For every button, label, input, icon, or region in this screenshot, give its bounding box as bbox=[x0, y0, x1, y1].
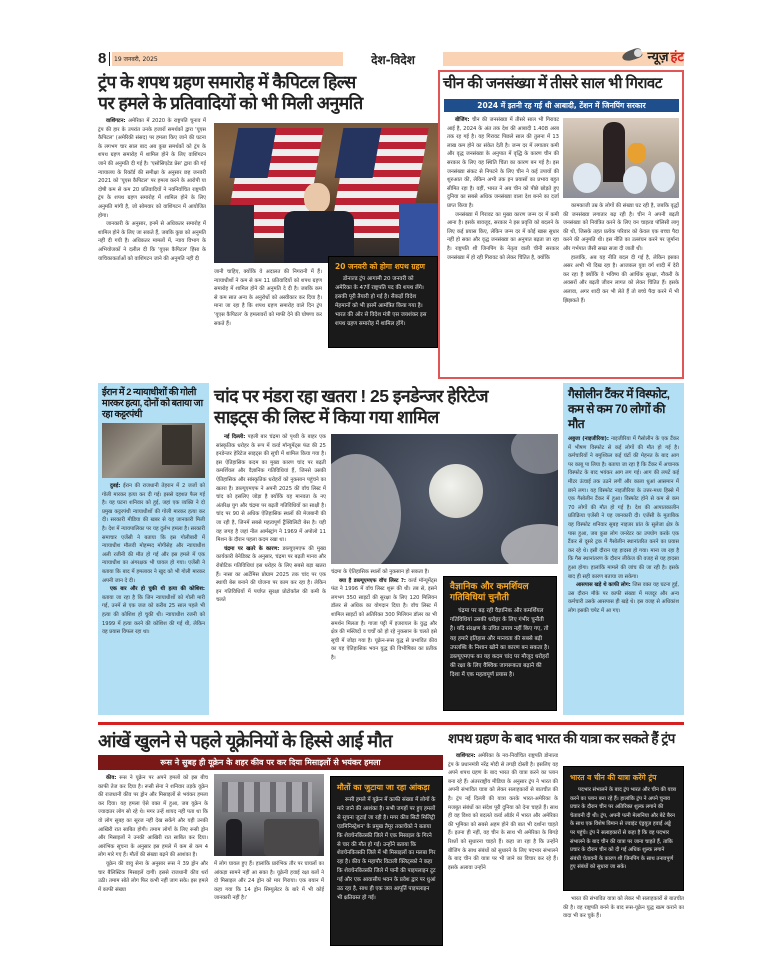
dateline: अबुजा (नाइजीरिया): bbox=[568, 436, 609, 442]
dateline: कीव: bbox=[106, 775, 117, 781]
headline: गैसोलीन टैंकर में विस्फोट, कम से कम 70 लोगों की मौत bbox=[568, 387, 670, 431]
headline: आंखें खुलने से पहले यूक्रेनियों के हिस्से आई मौत bbox=[98, 731, 393, 751]
photo-moon bbox=[331, 434, 558, 564]
article-column bbox=[98, 774, 208, 959]
headline-line: चांद पर मंडरा रहा खतरा ! 25 इनडेन्जर हेरिटेज bbox=[214, 386, 489, 406]
subheadline: 2024 में इतनी रह गई थी आबादी, टेंशन में जिनपिंग सरकार bbox=[444, 99, 679, 112]
article-column bbox=[98, 117, 206, 349]
article-column bbox=[216, 433, 326, 715]
subheading: एक बार और हो चुकी थी हत्या की कोशिश: bbox=[110, 586, 205, 593]
subheading: आसपास खड़े थे काफी लोग: bbox=[576, 582, 631, 589]
page-header bbox=[98, 50, 684, 68]
article-column bbox=[447, 116, 559, 371]
sidebox-body: चंद्रमा पर बढ़ रही वैज्ञानिक और कमर्शियल गतिविधियां उसकी धरोहर के लिए गंभीर चुनौती है। यदि संरक्षण के उचित उपाय नहीं किए गए, तो यह हमारे इतिहास और मानवता की सबसे बड़ी उपलब्धि के निशान खोने का कारण बन सकता है। डब्ल्यूएमएफ का यह कदम चांद पर मौजूद धरोहरों की रक्षा के लिए वैश्विक जागरूकता बढ़ाने की दिशा में एक महत्वपूर्ण प्रयास है। bbox=[450, 608, 550, 679]
headline: शपथ ग्रहण के बाद भारत की यात्रा कर सकते हैं ट्रंप bbox=[448, 731, 675, 746]
dateline: नई दिल्ली: bbox=[224, 434, 246, 440]
headline bbox=[98, 72, 438, 114]
article-iran-judges bbox=[98, 383, 209, 715]
body-text: चीन की जनसंख्या में तीसरे साल भी गिरावट आई है, 2024 के अंत तक देश की आबादी 1.408 अरब तक रह गई है। यह गिरावट पिछले साल की तुलना में 13 लाख कम होने का संकेत देती है। जन्म दर में लगातार कमी और वृद्ध जनसंख्या के अनुपात में वृद्धि के कारण चीन की सरकार के लिए यह स्थिति चिंता का कारण बन गई है। इस जनसंख्या संकट से निपटने के लिए चीन ने कई उपायों की शुरुआत की, लेकिन अभी तक इन प्रयासों का प्रभाव बहुत सीमित रहा है। वहीं, भारत ने अब चीन को पीछे छोड़ते हुए दुनिया का सबसे अधिक जनसंख्या वाला देश बनने का दर्जा प्राप्त किया है। bbox=[447, 117, 559, 209]
body-text: हालांकि, अब यह नीति बदल दी गई है, लेकिन इसका असर अभी भी दिख रहा है। आजकल युवा वर्ग शादी में देरी कर रहा है क्योंकि वे भविष्य की आर्थिक सुरक्षा, नौकरी के अवसरों और बढ़ती जीवन लागत को लेकर चिंतित हैं। इसके अलावा, अगर शादी कर भी लेते हैं तो बच्चे पैदा करने में भी झिझकते हैं। bbox=[563, 254, 679, 304]
sidebox-title: मौतों का जुटाया जा रहा आंकड़ा bbox=[337, 783, 430, 792]
sidebox-moon-challenge bbox=[443, 576, 557, 711]
article-china-population bbox=[438, 70, 684, 379]
photo-crime-scene bbox=[102, 423, 205, 478]
article-column bbox=[568, 435, 679, 705]
body-text: पहली बार चंद्रमा को पृथ्वी के बाहर एक सांस्कृतिक धरोहर के रूप में वर्ल्ड मॉन्यूमेंट्स फंड की 25 इनडेन्जर हेरिटेज साइट्स की सूची में शामिल किया गया है। इस ऐतिहासिक कदम का मुख्य कारण चांद पर बढ़ती कमर्शियल और वैज्ञानिक गतिविधियां हैं, जिनसे उसकी ऐतिहासिक और सांस्कृतिक धरोहरों को नुकसान पहुंचने का खतरा है। डब्ल्यूएमएफ ने अपनी 2025 की वॉच लिस्ट में चांद को इसलिए जोड़ा है क्योंकि यह मानवता के नए अंतरिक्ष युग और चंद्रमा पर बढ़ती गतिविधियों का साक्षी है। चांद पर 90 से अधिक ऐतिहासिक स्थलों की मेजबानी की जा रही है, जिनमें सबसे महत्वपूर्ण ट्रैंक्विलिटी बेस है। यही वह जगह है जहां नील आर्मस्ट्रांग ने 1969 में अपोलो 11 मिशन के दौरान पहला कदम रखा था। bbox=[216, 434, 326, 544]
headline-line: पर हमले के प्रतिवादियों को भी मिली अनुमति bbox=[98, 93, 363, 113]
sidebox-title: भारत व चीन की यात्रा करेंगे ट्रंप bbox=[570, 773, 657, 782]
body-text: डब्ल्यूएमएफ की मुख्य कार्यकारी बेनेडिक्ट के अनुसार, चंद्रमा पर बढ़ती मानव और रोबोटिक गतिविधियां इस धरोहर के लिए सबसे बड़ा खतरा हैं। नासा का आर्टेमिस प्रोग्राम 2025 तक चांद पर एक स्थायी बेस बनाने की योजना पर काम कर रहा है। लेकिन इन गतिविधियों में पर्याप्त सुरक्षा प्रोटोकॉल की कमी के चलते bbox=[216, 545, 326, 604]
dateline: वाशिंगटन: bbox=[456, 753, 476, 759]
logo-text-news: न्यूज़ bbox=[647, 50, 669, 65]
sidebox-body: पदभार संभालने के बाद ट्रंप भारत और चीन की यात्रा करने का प्लान बना रहे हैं। हालांकि ट्रंप ने अपने चुनाव प्रचार के दौरान चीन पर अतिरिक्त शुल्क लगाने की चेतावनी दी थी। ट्रंप, अपनी पत्नी मेलानिया और बेटे बैरन के साथ एक विशेष विमान से ज्वाइंट एंड्रयूज़ हवाई अड्डे पर पहुंचे। ट्रंप ने सलाहकारों से कहा है कि वह पदभार संभालने के बाद चीन की यात्रा पर जाना चाहते हैं, ताकि प्रचार के दौरान चीन को दी गई अधिक शुल्क लगाने संबंधी चेतावनी के कारण शी जिनपिंग के साथ तनावपूर्ण हुए संबंधों को सुधारा जा सके। bbox=[570, 787, 677, 871]
photo-kyiv-attack bbox=[214, 774, 324, 856]
headline: चीन की जनसंख्या में तीसरे साल भी गिरावट bbox=[443, 75, 662, 92]
section-title: देश-विदेश bbox=[371, 53, 415, 67]
page-number: 8 bbox=[98, 50, 107, 67]
body-text: जानकारी के अनुसार, इनमें से अधिकतर समारोह में शामिल होने के लिए जा सकते हैं, जबकि कुछ को अनुमति नहीं दी गयी है। अधिकतर मामलों में, न्याय विभाग के अभियोजकों ने दलील दी कि 'यूएस कैपिटल' हिंसा के याचिकाकर्ताओं को वाशिंगटन जाने की अनुमति नहीं दी bbox=[98, 221, 206, 262]
sidebox-title: 20 जनवरी को होगा शपथ ग्रहण bbox=[335, 262, 425, 271]
subheadline: रूस ने सुबह ही यूक्रेन के शहर कीव पर कर दिया मिसाइलों से भयंकर हमला bbox=[98, 755, 443, 770]
body-text: अमेरिका में 2020 के राष्ट्रपति चुनाव में ट्रंप की हार के उपरांत उनके हजारों समर्थकों द्वारा 'यूएस कैपिटल' (अमेरिकी संसद) पर हमला किए जाने की घटना के लगभग चार साल बाद अब कुछ समर्थकों को ट्रंप के शपथ ग्रहण समारोह में शामिल होने के लिए वाशिंगटन जाने की अनुमति दी गई है। 'एसोसिएटेड प्रेस' द्वारा की गई न्यायालय के रिकॉर्ड की समीक्षा के अनुसार छह जनवरी 2021 को 'यूएस कैपिटल' पर हमला करने के आरोपी या दोषी कम से कम 20 प्रतिवादियों ने नवनिर्वाचित राष्ट्रपति ट्रंप के शपथ ग्रहण समारोह में शामिल होने के लिए अनुमति मांगी है, जो सोमवार को वाशिंगटन में आयोजित होगा। bbox=[98, 118, 206, 219]
article-nigeria-tanker bbox=[563, 383, 684, 715]
headline bbox=[214, 386, 554, 428]
headline-line: साइट्स की लिस्ट में किया गया शामिल bbox=[214, 407, 439, 427]
issue-date: 19 जनवरी, 2025 bbox=[114, 56, 158, 63]
sidebox-death-toll bbox=[330, 776, 443, 946]
dateline: बीजिंग: bbox=[455, 117, 470, 123]
body-text: बताया जा रहा है कि जिन न्यायाधीशों को गोली मारी गई, उनमें से एक जज को करीब 25 साल पहले भी हत्या की कोशिश हो चुकी थी। न्यायाधीश रजनी को 1999 में हत्या करने की कोशिश की गई थी, लेकिन वह प्रयास विफल रहा था। bbox=[102, 594, 205, 636]
dateline: दुबई: bbox=[110, 483, 121, 489]
body-text: यूक्रेन की वायु सेना के अनुसार रूस ने 39 ड्रोन और चार बैलिस्टिक मिसाइलें दागीं। इससे राजधानी कीव थर्रा उठी। तमाम सोते लोग फिर कभी नहीं जाग सके। इस हमले में काफी संख्या bbox=[98, 860, 208, 893]
article-column: में लोग घायल हुए हैं। हालांकि प्रारंभिक तौर पर घायलों का आंकड़ा सामने नहीं आ सका है। यूक्रेनी हवाई रक्षा बलों ने दो मिसाइल और 24 ड्रोन को मार गिराया। एक बयान में कहा गया कि 14 ड्रोन सिम्युलेटर के बारे में भी कोई जानकारी नहीं है।' bbox=[214, 861, 324, 902]
photo-china-children bbox=[563, 118, 679, 198]
body-text: रूस ने यूक्रेन पर अपने हमलों को इस बीच काफी तेज कर दिया है। रूसी सेना ने शनिवार तड़के यूक्रेन की राजधानी कीव पर ड्रोन और मिसाइलों से भयंकर हमला कर दिया। यह हमला ऐसे वक्त में हुआ, जब यूक्रेन के ज्यादातर लोग सो रहे थे। मगर उन्हें शायद नहीं पता था कि वो लोग सुबह का सूरज नहीं देख सकेंगे और यही उनकी आखिरी रात साबित होगी। तमाम लोगों के लिए रूसी ड्रोन और मिसाइलों ने उनकी आखिरी रात साबित कर दिया। आरंभिक सूचना के अनुसार इस हमले में कम से कम 4 लोग मारे गए हैं। मौतों की संख्या बढ़ने की आशंका है। bbox=[98, 775, 208, 859]
moon-graphic bbox=[429, 464, 483, 518]
photo-trump-press bbox=[214, 123, 439, 263]
sidebox-title: वैज्ञानिक और कमर्शियल गतिविधियां चुनौती bbox=[450, 582, 529, 603]
sidebox-oath-date bbox=[328, 256, 438, 348]
newspaper-page bbox=[98, 50, 684, 960]
body-text: जनसंख्या में गिरावट का मुख्य कारण जन्म दर में कमी आना है। इसके बावजूद, सरकार ने इस प्रवृत्ति को बदलने के लिए कई प्रयास किए, लेकिन जन्म दर में कोई खास सुधार नहीं हो सका और वृद्ध जनसंख्या का अनुपात बढ़ता जा रहा है। राष्ट्रपति शी जिनपिंग के नेतृत्व वाली चीनी सरकार जनसंख्या में हो रही गिरावट को लेकर चिंतित है, क्योंकि bbox=[447, 211, 559, 261]
body-text: वर्ल्ड मॉन्यूमेंट्स फंड ने 1996 में वॉच लिस्ट शुरू की थी। तब से, इसने लगभग 350 साइटों की सुरक्षा के लिए 120 मिलियन डॉलर से अधिक का योगदान दिया है। वॉच लिस्ट में शामिल साइटों को अतिरिक्त 300 मिलियन डॉलर का भी समर्थन मिलता है। गाजा पट्टी में इजरायल के युद्ध और क्षेत्र की मस्जिदों व चर्चों को हो रहे नुकसान के चलते इसे सूची में जोड़ा गया है। यूक्रेन-रूस युद्ध से प्रभावित कीव का यह ऐतिहासिक भवन युद्ध की विभीषिका का प्रतीक है। bbox=[331, 577, 437, 661]
sidebox-body: रूसी हमले में यूक्रेन में काफी संख्या में लोगों के मारे जाने की आशंका है। सभी जगहों पर हुए हमलों से सूचना जुटाई जा रही है। मगर कीव सिटी मिलिट्री एडमिनिस्ट्रेशन' के प्रमुख तैमूर तकाचेंको ने बताया कि शेवचेनकिव्स्की जिले में एक मिसाइल के गिरने से चार की मौत हो गई। उन्होंने बताया कि शेवचेनकिव्स्की जिले में भी मिसाइलों का मलबा गिर रहा है। कीव के महापौर विटाली क्लिट्स्को ने कहा कि शेवचेनकिव्स्की जिले में पानी की पाइपलाइन टूट गई और एक आवासीय भवन के प्रवेश द्वार पर धुआं उठ रहा है, साथ ही एक जल आपूर्ति पाइपलाइन भी क्षतिग्रस्त हो गई। bbox=[337, 797, 436, 901]
body-text: जिस वक्त यह घटना हुई, उस दौरान मौके पर काफी संख्या में मजदूर और अन्य कर्मचारी उसके आसपास ही खड़े थे। इस वजह से अधिकांश लोग इसकी चपेट में आ गए। bbox=[568, 582, 679, 614]
article-column: भारत की संभावित यात्रा को लेकर भी सलाहकारों से बातचीत की है। वह राष्ट्रपति बनने के बाद रूस-यूक्रेन युद्ध खत्म कराने का वादा भी कर चुके हैं। bbox=[563, 896, 684, 920]
headline: ईरान में 2 न्यायाधीशों की गोली मारकर हत्या, दोनों को बताया जा रहा कट्टरपंथी bbox=[102, 387, 203, 420]
divider bbox=[109, 52, 110, 66]
subheading: क्या है डब्ल्यूएमएफ वॉच लिस्ट ?: bbox=[339, 577, 406, 584]
logo-text-hunt: हंट bbox=[670, 50, 684, 65]
dateline: वाशिंगटन: bbox=[106, 118, 126, 124]
body-text: चंद्रमा के ऐतिहासिक स्थलों को नुकसान हो सकता है। bbox=[331, 569, 430, 575]
section-divider bbox=[98, 722, 684, 725]
body-text: ईरान की राजधानी तेहरान में 2 जजों को गोली मारकर हत्या कर दी गई। इससे दहशत फैल गई है। यह घटना शनिवार को हुई, जहां एक व्यक्ति ने दो प्रमुख कट्टरपंथी न्यायाधीशों की गोली मारकर हत्या कर दी। सरकारी मीडिया की खबर से यह जानकारी मिली है। देश में न्यायपालिका पर यह दुर्लभ हमला है। सरकारी समाचार एजेंसी ने बताया कि इस गोलीबारी में न्यायाधीश मौलवी मोहम्मद मोगीसेह और न्यायाधीश अली रजीनी की मौत हो गई और इस हमले में एक न्यायाधीश का अंगरक्षक भी घायल हो गया। एजेंसी ने बताया कि बाद में हमलावर ने खुद को भी गोली मारकर अपनी जान दे दी। bbox=[102, 483, 205, 584]
article-column bbox=[102, 482, 205, 714]
eagle-icon bbox=[620, 46, 646, 66]
body-text: नाइजीरिया में गैसोलीन के एक टैंकर में भीषण विस्फोट से कई लोगों की मौत हो गई है। कर्मचारियों ने बमुश्किल कई घंटों की मेहनत के बाद आग पर काबू पा लिया है। बताया जा रहा है कि टैंकर में अचानक विस्फोट के बाद भयंकर आग लग गई। आग की लपटें कई मीटर ऊंचाई तक उठने लगीं और काला धुआं आसमान में छाने लगा। यह विस्फोट नाइजीरिया के उत्तर-मध्य हिस्से में एक गैसोलीन टैंकर में हुआ। विस्फोट होने से कम से कम 70 लोगों की मौत हो गई है। देश की आपातकालीन प्रतिक्रिया एजेंसी ने यह जानकारी दी। एजेंसी के मुताबिक यह विस्फोट शनिवार सुबह नाइजर प्रांत के सुलेजा क्षेत्र के पास हुआ, जब कुछ लोग जनरेटर का उपयोग करके एक टैंकर से दूसरे ट्रक में गैसोलीन स्थानांतरित करने का प्रयास कर रहे थे। इसी दौरान यह हादसा हो गया। माना जा रहा है कि गैस स्थानांतरण के दौरान लीकेज की वजह से यह हादसा हुआ होगा। हालांकि मामले की जांच की जा रही है। इसके बाद ही सही कारण बताया जा सकेगा। bbox=[568, 436, 679, 580]
subheading: चंद्रमा पर खतरे के कारण: bbox=[224, 545, 280, 552]
logo bbox=[620, 46, 685, 66]
article-column bbox=[331, 568, 437, 715]
article-column: जानी चाहिए, क्योंकि वे अदालत की निगरानी में हैं। न्यायाधीशों ने कम से कम 11 प्रतिवादियों को शपथ ग्रहण समारोह में शामिल होने की अनुमति दे दी है। जबकि कम से कम सात अन्य के अनुरोधों को अस्वीकार कर दिया है। माना जा रहा है कि शपथ ग्रहण समारोह वाले दिन ट्रंप 'यूएस कैपिटल' के हमलावरों को माफी देने की घोषणा कर सकते हैं। bbox=[214, 269, 322, 327]
article-column bbox=[448, 752, 558, 952]
headline-line: ट्रंप के शपथ ग्रहण समारोह में कैपिटल हिल्स bbox=[98, 72, 356, 92]
sidebox-india-china-visit bbox=[563, 766, 684, 891]
sidebox-body: डोनाल्ड ट्रंप आगामी 20 जनवरी को अमेरिका के 47वें राष्ट्रपति पद की शपथ लेंगे। इसकी पूरी तैयारी हो गई है। सैकड़ों विदेश मेहमानों को भी इसमें आमंत्रित किया गया है। भारत की ओर से विदेश मंत्री एस जयशंकर इस शपथ ग्रहण समारोह में शामिल होंगे। bbox=[335, 276, 427, 327]
body-text: कामकाजी उम्र के लोगों की संख्या घट रही है, जबकि वृद्धों की जनसंख्या लगातार बढ़ रही है। चीन ने अपनी बढ़ती जनसंख्या को नियंत्रित करने के लिए वन चाइल्ड पॉलिसी लागू की थी, जिसके तहत प्रत्येक परिवार को केवल एक बच्चा पैदा करने की अनुमति थी। इस नीति का उल्लंघन करने पर जुर्माना और गर्भपात जैसी सख्त सजा दी जाती थी। bbox=[563, 203, 679, 252]
article-column bbox=[563, 202, 679, 372]
body-text: अमेरिका के नव-निर्वाचित राष्ट्रपति डोनाल्ड ट्रंप के प्रधानमंत्री नरेंद्र मोदी से तगड़ी दोस्ती है। इसलिए वह अपने शपथ ग्रहण के बाद भारत की यात्रा करने का प्लान बना रहे हैं। अंतरराष्ट्रीय मीडिया के अनुसार ट्रंप ने भारत की अपनी संभावित यात्रा को लेकर सलाहकारों से बातचीत की है। ट्रंप नई दिल्ली की यात्रा करके भारत-अमेरिका के मजबूत संबंधों का संदेश पूरी दुनिया को देना चाहते हैं। साथ ही वह विश्व को बदलते वर्ल्ड ऑर्डर में भारत और अमेरिका की भूमिका को सबसे अहम होने की बात भी दर्शाना चाहते हैं। इतना ही नहीं, वह चीन के साथ भी अमेरिका के बिगड़े रिश्तों को सुधारना चाहते हैं। कहा जा रहा है कि उन्होंने बीजिंग के साथ संबंधों को सुधारने के लिए पदभार संभालने के बाद चीन की यात्रा पर भी जाने का विचार कर रहे हैं। इसके अलावा उन्होंने bbox=[448, 753, 558, 871]
